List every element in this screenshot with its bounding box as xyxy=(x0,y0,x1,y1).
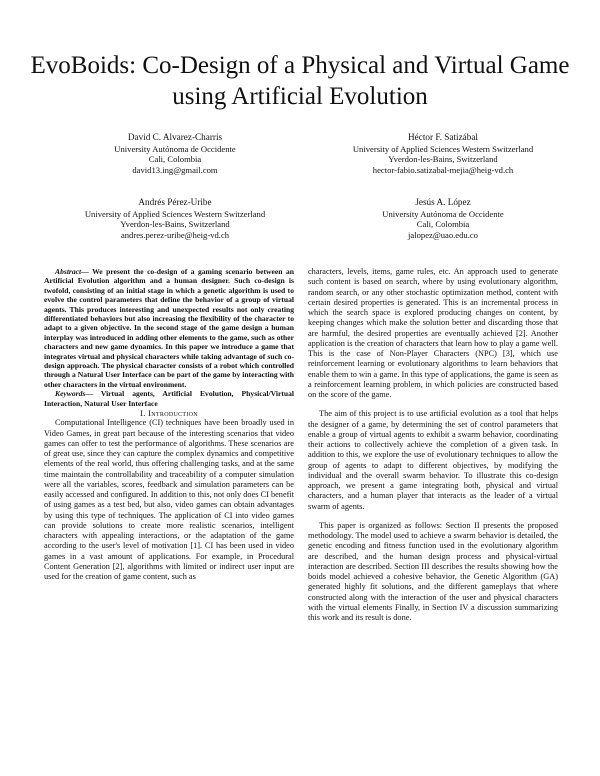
author-name: Jesús A. López xyxy=(415,197,471,207)
author-affiliation: University of Applied Sciences Western Switzerland xyxy=(352,143,534,154)
title-line-1: EvoBoids: Co-Design of a Physical and Virtual Game xyxy=(30,52,570,79)
section-title: Introduction xyxy=(148,408,198,419)
keywords-text: — Virtual agents, Artificial Evolution, Physical/Virtual Interaction, Natural User Interface xyxy=(44,389,294,408)
section-heading-introduction xyxy=(44,408,294,418)
section-number: I. xyxy=(140,408,146,419)
author-email: jalopez@uao.edu.co xyxy=(408,229,478,240)
abstract xyxy=(44,267,294,389)
left-column xyxy=(44,267,294,582)
body-paragraph: Computational Intelligence (CI) techniques have been broadly used in Video Games, in great part because of the interesting scenarios that video games can offer to test the performance of algorithms. These scenarios are of great use, since they can capture the complex dynamics and competitive elements of the real world, thus offering challenging tasks, and at the same time maintain the controllability and traceability of a computer simulation were all the variables, scores, feedback and simulation parameters can be easily accessed and configured. In addition to this, not only does CI benefit of using games as a test bed, but also, video games can obtain advantages by using this type of techniques. The application of CI into video games can provide solutions to create more realistic scenarios, intelligent characters with appealing interactions, or the adaptation of the game according to the user's level of motivation [1]. CI has been used in video games in a vast amount of applications. For example, in Procedural Content Generation [2], algorithms with limited or indirect user input are used for the creation of game content, such as xyxy=(44,418,294,582)
abstract-label: Abstract xyxy=(55,267,82,276)
author-block-4 xyxy=(308,197,578,240)
author-block-2 xyxy=(308,132,578,175)
author-affiliation: University Autónoma de Occidente xyxy=(382,208,504,219)
author-location: Cali, Colombia xyxy=(416,219,470,229)
author-name: Andrés Pérez-Uribe xyxy=(138,197,212,207)
author-location: Yverdon-les-Bains, Switzerland xyxy=(120,219,230,229)
body-paragraph: characters, levels, items, game rules, etc. An approach used to generate such content is based on search, where by using evolutionary algorithm, random search, or any other stochastic optimization method, content with certain desired properties is generated. This is an incremental process in which the search space is explored producing changes on content, by keeping changes which make the solution better and discarding those that are harmful, the desired properties are eventually achieved [2]. Another application is the creation of characters that learn how to play a game well. This is the case of Non-Player Characters (NPC) [3], which use reinforcement learning or evolutionary algorithms to learn behaviors that enable them to win a game. In this type of applications, the game is seen as a reinforcement learning problem, in which policies are constructed based on the score of the game. xyxy=(308,267,558,399)
body-paragraph: This paper is organized as follows: Section II presents the proposed methodology. The model used to achieve a swarm behavior is detailed, the genetic encoding and fitness function used in the evolutionary algorithm are described, and the human design process and physical-virtual interaction are described. Section III describes the results showing how the boids model achieved a cohesive behavior, the Genetic Algorithm (GA) generated highly fit solutions, and the different gameplays that where constructed along with the interaction of the user and physical characters with the virtual elements Finally, in Section IV a discussion summarizing this work and its result is done. xyxy=(308,520,558,622)
abstract-text: — We present the co-design of a gaming scenario between an Artificial Evolution algorithm and a human designer. Such co-design is twofold, consisting of an initial stage in which a genetic algorithm is used to evolve the control parameters that define the behavior of a group of virtual agents. This produces interesting and unexpected results not only creating differentiated behaviors but also increasing the flexibility of the character to adapt to a given objective. In the second stage of the game design a human interplay was introduced in adding other elements to the game, such as other characters and new game dynamics. In this paper we introduce a game that integrates virtual and physical characters while taking advantage of such co-design approach. The physical character consists of a robot which controlled through a Natural User Interface can be part of the game by interacting with other characters in the virtual environment. xyxy=(44,267,294,389)
author-email: hector-fabio.satizabal-mejia@heig-vd.ch xyxy=(372,164,514,175)
body-paragraph: The aim of this project is to use artificial evolution as a tool that helps the designer of a game, by determining the set of control parameters that enable a group of virtual agents to exhibit a swarm behavior, coordinating their actions to collectively achieve the completion of a given task. In addition to this, we explore the use of evolutionary techniques to allow the group of agents to adapt to different objectives, by modifying the individual and the overall swarm behavior. To illustrate this co-design approach, we present a game integrating both, physical and virtual characters, and a human player that interacts as the leader of a virtual swarm of agents. xyxy=(308,409,558,511)
author-location: Cali, Colombia xyxy=(148,154,202,164)
right-column xyxy=(308,267,558,623)
author-block-1 xyxy=(40,132,310,175)
author-affiliation: University of Applied Sciences Western Switzerland xyxy=(84,208,266,219)
author-name: Héctor F. Satizábal xyxy=(408,132,478,142)
author-location: Yverdon-les-Bains, Switzerland xyxy=(388,154,498,164)
author-affiliation: University Autónoma de Occidente xyxy=(114,143,236,154)
author-email: david13.ing@gmail.com xyxy=(132,164,218,175)
author-email: andres.perez-uribe@heig-vd.ch xyxy=(120,229,230,240)
author-name: David C. Alvarez-Charris xyxy=(127,132,223,142)
author-block-3 xyxy=(40,197,310,240)
paper-title xyxy=(30,50,570,112)
title-line-2: using Artificial Evolution xyxy=(172,83,428,110)
keywords-label: Keywords xyxy=(55,389,86,399)
keywords xyxy=(44,389,294,408)
